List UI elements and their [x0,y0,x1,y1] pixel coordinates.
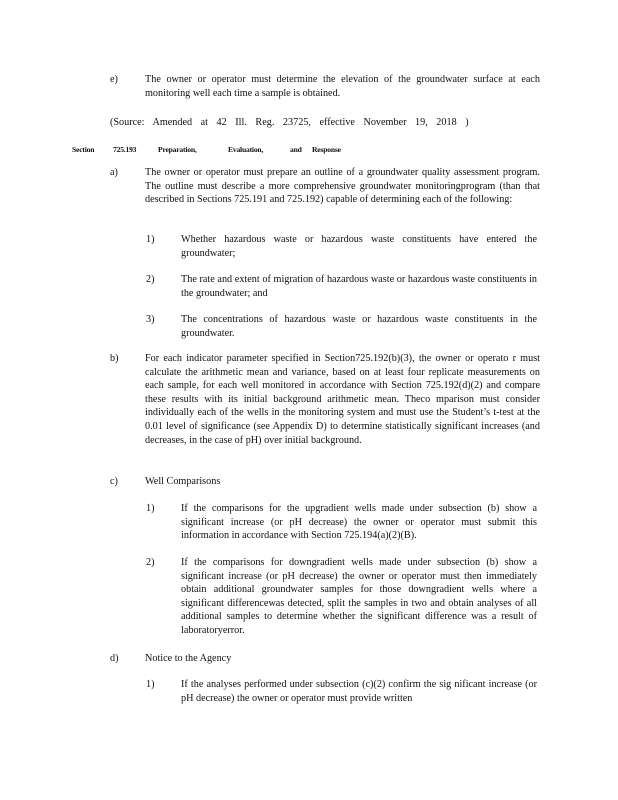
item-b-text: For each indicator parameter specified in Section725.192(b)(3), the owner or operato r must calculate the arithmetic mean and variance, based on at least four replicate measurements on each sample, for each well monitored in accordance with Section 725.192(d)(2) and compare these results with its initial background arithmetic mean. Theco mparison must consider individually each of the wells in the monitoring system and must use the Student’s t-test at the 0.01 level of significance (see Appendix D) to determine statistically significant increases (and decreases, in the case of pH) over initial background. [145,353,540,446]
source-note: (Source: Amended at 42 Ill. Reg. 23725, effective November 19, 2018 ) [110,117,469,128]
section-title-3: and [290,145,302,154]
item-d-1-label: 1) [146,679,155,690]
section-title-2: Evaluation, [228,145,264,154]
section-title-4: Response [312,145,341,154]
item-c-2-label: 2) [146,557,155,568]
item-e-label: e) [110,74,118,85]
item-c-label: c) [110,476,118,487]
section-number: 725.193 [113,145,137,154]
item-a-label: a) [110,167,118,178]
item-d-heading: Notice to the Agency [145,653,232,664]
item-d-1-text: If the analyses performed under subsection (c)(2) confirm the sig nificant increase (or pH decrease) the owner or operator must provide written [181,679,537,704]
item-a-text: The owner or operator must prepare an outline of a groundwater quality assessment program. The outline must describe a more comprehensive groundwater monitoringprogram (than that described in Sections 725.191 and 725.192) capable of determining each of the following: [145,167,540,206]
item-a-3-label: 3) [146,314,155,325]
item-e-text: The owner or operator must determine the elevation of the groundwater surface at each monitoring well each time a sample is obtained. [145,74,540,99]
item-a-3-text: The concentrations of hazardous waste or hazardous waste constituents in the groundwater. [181,314,537,339]
item-b-label: b) [110,353,119,364]
item-a-2-label: 2) [146,274,155,285]
item-a-1-text: Whether hazardous waste or hazardous waste constituents have entered the groundwater; [181,234,537,259]
item-c-1-label: 1) [146,503,155,514]
section-title-1: Preparation, [158,145,197,154]
section-word: Section [72,145,95,154]
item-c-2-text: If the comparisons for downgradient wells made under subsection (b) show a significant increase (or pH decrease) the owner or operator must then immediately obtain additional groundwater samples for those downgradient wells where a significant differencewas detected, split the samples in two and obtain analyses of all additional samples to determine whether the significant difference was a result of laboratoryerror. [181,557,537,636]
item-c-1-text: If the comparisons for the upgradient wells made under subsection (b) show a significant increase (or pH decrease) the owner or operator must submit this information in accordance with Section 725.194(a)(2)(B). [181,503,537,542]
item-a-2-text: The rate and extent of migration of hazardous waste or hazardous waste constituents in the groundwater; and [181,274,537,299]
item-a-1-label: 1) [146,234,155,245]
item-c-heading: Well Comparisons [145,476,221,487]
item-d-label: d) [110,653,119,664]
